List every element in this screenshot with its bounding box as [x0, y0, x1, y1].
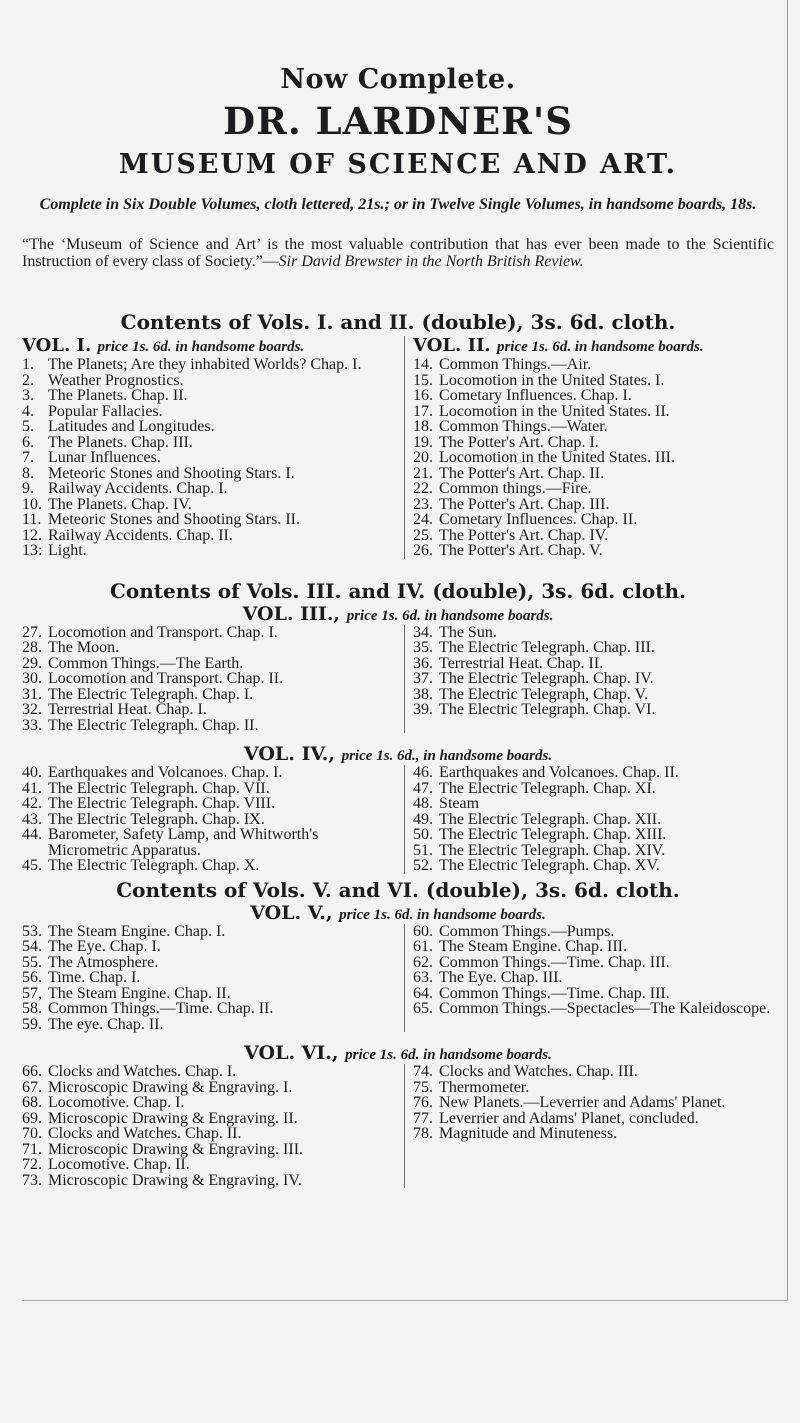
- entry-title: Cometary Influences. Chap. II.: [439, 511, 638, 528]
- contents-entry: [413, 1095, 774, 1111]
- contents-entry: [413, 781, 774, 797]
- entry-number: 69.: [22, 1109, 42, 1127]
- contents-entry: [413, 466, 774, 482]
- entry-number: 50.: [413, 826, 434, 843]
- entry-number: 72.: [22, 1156, 42, 1173]
- contents-entry: [413, 796, 774, 812]
- contents-entry: [413, 357, 774, 373]
- entry-number: 75.: [413, 1078, 434, 1096]
- entry-title: Common Things.—Air.: [439, 356, 592, 373]
- entry-number: 16.: [413, 387, 434, 404]
- entry-number: 36.: [413, 654, 434, 672]
- entry-title: Popular Fallacies.: [48, 402, 163, 420]
- entry-title: Locomotive. Chap. II.: [48, 1156, 190, 1173]
- entry-title: Common Things.—Spectacles—The Kaleidoscope.: [439, 1000, 771, 1017]
- quote-source: in the North British Review.: [405, 253, 584, 270]
- entry-number: 45.: [22, 857, 42, 874]
- entry-number: 33.: [22, 716, 42, 734]
- entry-title: Clocks and Watches. Chap. II.: [48, 1125, 242, 1142]
- entry-title: Cometary Influences. Chap. I.: [439, 387, 632, 404]
- entry-title: The Electric Telegraph. Chap. VIII.: [48, 795, 276, 812]
- vol-3-contents: [22, 625, 774, 734]
- entry-title: Meteoric Stones and Shooting Stars. I.: [48, 464, 295, 482]
- entry-title: The Potter's Art. Chap. II.: [439, 464, 605, 482]
- contents-entry: [413, 955, 774, 971]
- entry-title: Locomotion and Transport. Chap. I.: [48, 623, 278, 641]
- edition-note: Complete in Six Double Volumes, cloth lettered, 21s.; or in Twelve Single Volumes, in handsome boards, 18s.: [39, 196, 757, 213]
- entry-number: 71.: [22, 1140, 42, 1158]
- contents-entry: [413, 1064, 774, 1080]
- entry-number: 53.: [22, 922, 42, 940]
- entry-title: Earthquakes and Volcanoes. Chap. II.: [439, 764, 679, 781]
- entry-title: Clocks and Watches. Chap. III.: [439, 1063, 638, 1080]
- entry-number: 60.: [413, 922, 434, 940]
- contents-entry: [413, 702, 774, 718]
- entry-title: The Planets; Are they inhabited Worlds? Chap. I.: [48, 356, 362, 373]
- entry-title: Locomotive. Chap. I.: [48, 1094, 185, 1111]
- entry-title: Railway Accidents. Chap. II.: [48, 526, 233, 544]
- contents-entry: [413, 1001, 774, 1017]
- contents-entry: [413, 419, 774, 435]
- entry-number: 14.: [413, 356, 434, 373]
- contents-entry: [413, 450, 774, 466]
- entry-title: Leverrier and Adams' Planet, concluded.: [439, 1109, 699, 1127]
- now-complete-heading: Now Complete.: [280, 64, 516, 95]
- contents-entry: [22, 373, 383, 389]
- entry-title: Common Things.—Time. Chap. II.: [48, 1000, 274, 1017]
- contents-entry: [413, 1080, 774, 1096]
- entry-title: Time. Chap. I.: [48, 969, 141, 986]
- page-bottom-border: [22, 1300, 788, 1301]
- vol-6-list-left: [22, 1064, 383, 1188]
- contents-entry: [413, 1126, 774, 1142]
- contents-entry: [413, 687, 774, 703]
- author-title: DR. LARDNER'S: [223, 99, 573, 143]
- contents-entry: [413, 497, 774, 513]
- entry-number: 55.: [22, 953, 42, 971]
- entry-title: Railway Accidents. Chap. I.: [48, 480, 228, 497]
- vol-5-heading: VOL. V., price 1s. 6d. in handsome boards.: [250, 901, 546, 924]
- entry-title: Common things.—Fire.: [439, 480, 592, 497]
- contents-entry: [22, 986, 383, 1002]
- contents-entry: [413, 765, 774, 781]
- advertisement-page: [22, 0, 774, 1188]
- entry-number: 77.: [413, 1109, 434, 1127]
- entry-number: 15.: [413, 371, 434, 389]
- entry-number: 64.: [413, 984, 434, 1002]
- entry-title: The Electric Telegraph. Chap. XIII.: [439, 826, 667, 843]
- contents-entry: [22, 1157, 383, 1173]
- contents-entry: [413, 388, 774, 404]
- contents-entry: [22, 970, 383, 986]
- entry-number: 32.: [22, 701, 42, 718]
- entry-number: 70.: [22, 1125, 42, 1142]
- entry-number: 39.: [413, 701, 434, 718]
- entry-title: The Steam Engine. Chap. II.: [48, 984, 231, 1002]
- entry-number: 29.: [22, 654, 42, 672]
- contents-entry: [22, 1017, 383, 1033]
- entry-number: 67.: [22, 1078, 42, 1096]
- contents-entry: [22, 656, 383, 672]
- entry-number: 1.: [22, 356, 34, 373]
- contents-entry: [22, 1080, 383, 1096]
- contents-entry: [22, 1064, 383, 1080]
- entry-number: 78.: [413, 1125, 434, 1142]
- contents-entry: [413, 986, 774, 1002]
- entry-title: Common Things.—The Earth.: [48, 654, 244, 672]
- contents-vols-3-4-heading: Contents of Vols. III. and IV. (double), 3s. 6d. cloth.: [109, 578, 687, 603]
- contents-entry: [22, 435, 383, 451]
- entry-number: 41.: [22, 779, 42, 797]
- contents-entry: [22, 528, 383, 544]
- entry-number: 61.: [413, 938, 434, 955]
- entry-title: Common Things.—Pumps.: [439, 922, 615, 940]
- entry-title: The Electric Telegraph. Chap. XI.: [439, 779, 656, 797]
- entry-title: Locomotion and Transport. Chap. II.: [48, 670, 284, 687]
- vol-5-list-right: [413, 924, 774, 1017]
- entry-number: 73.: [22, 1171, 42, 1189]
- entry-title: The eye. Chap. II.: [48, 1015, 164, 1033]
- entry-number: 7.: [22, 449, 34, 466]
- contents-entry: [413, 435, 774, 451]
- entry-number: 43.: [22, 810, 42, 828]
- entry-number: 51.: [413, 841, 434, 859]
- contents-entry: [22, 388, 383, 404]
- entry-title: The Planets. Chap. IV.: [48, 495, 192, 513]
- vol-4-contents: [22, 765, 774, 874]
- entry-number: 5.: [22, 418, 34, 435]
- vol-2-column: [404, 336, 774, 559]
- quote-author: Sir David Brewster: [278, 253, 402, 270]
- contents-entry: [22, 939, 383, 955]
- entry-number: 21.: [413, 464, 434, 482]
- entry-title: The Potter's Art. Chap. I.: [439, 433, 599, 451]
- contents-entry: [413, 843, 774, 859]
- contents-entry: [22, 1095, 383, 1111]
- contents-vols-5-6-heading: Contents of Vols. V. and VI. (double), 3s. 6d. cloth.: [116, 877, 680, 902]
- page-right-border: [787, 0, 788, 1300]
- contents-entry: [22, 450, 383, 466]
- entry-number: 62.: [413, 953, 434, 971]
- contents-entry: [22, 481, 383, 497]
- contents-entry: [22, 955, 383, 971]
- entry-number: 25.: [413, 526, 434, 544]
- entry-number: 34.: [413, 623, 434, 641]
- contents-entry: [22, 812, 383, 828]
- vol-6-list-right: [413, 1064, 774, 1142]
- entry-title: Microscopic Drawing & Engraving. I.: [48, 1078, 293, 1096]
- entry-number: 59.: [22, 1015, 42, 1033]
- entry-title: The Electric Telegraph. Chap. II.: [48, 716, 259, 734]
- entry-title: The Electric Telegraph. Chap. XIV.: [439, 841, 666, 859]
- entry-number: 6.: [22, 433, 34, 451]
- entry-number: 27.: [22, 623, 42, 641]
- contents-entry: [413, 512, 774, 528]
- contents-vols-1-2: [22, 336, 774, 559]
- vol-2-heading: VOL. II. price 1s. 6d. in handsome boards.: [413, 335, 704, 356]
- contents-entry: [22, 404, 383, 420]
- entry-title: The Eye. Chap. I.: [48, 938, 161, 955]
- entry-title: Common Things.—Time. Chap. III.: [439, 953, 670, 971]
- entry-number: 31.: [22, 685, 42, 703]
- entry-number: 26.: [413, 542, 434, 559]
- contents-entry: [413, 656, 774, 672]
- contents-entry: [413, 924, 774, 940]
- entry-number: 49.: [413, 810, 434, 828]
- contents-entry: [22, 466, 383, 482]
- entry-title: Terrestrial Heat. Chap. II.: [439, 654, 604, 672]
- vol-6-heading: VOL. VI., price 1s. 6d. in handsome boards.: [244, 1042, 552, 1064]
- entry-number: 18.: [413, 418, 434, 435]
- contents-entry: [22, 1001, 383, 1017]
- entry-title: The Moon.: [48, 639, 120, 656]
- contents-entry: [413, 1111, 774, 1127]
- entry-title: Locomotion in the United States. III.: [439, 449, 675, 466]
- entry-number: 74.: [413, 1063, 434, 1080]
- entry-number: 66.: [22, 1063, 42, 1080]
- entry-title: The Steam Engine. Chap. III.: [439, 938, 627, 955]
- entry-number: 63.: [413, 969, 434, 986]
- entry-number: 30.: [22, 670, 42, 687]
- entry-number: 52.: [413, 857, 434, 874]
- entry-title: The Planets. Chap. II.: [48, 387, 188, 404]
- contents-entry: [22, 512, 383, 528]
- entry-number: 35.: [413, 639, 434, 656]
- entry-number: 11.: [22, 511, 42, 528]
- contents-entry: [22, 827, 383, 858]
- entry-title: New Planets.—Leverrier and Adams' Planet.: [439, 1094, 726, 1111]
- entry-title: The Sun.: [439, 623, 497, 641]
- vol-4-list-right: [413, 765, 774, 874]
- contents-entry: [413, 939, 774, 955]
- contents-entry: [22, 687, 383, 703]
- contents-entry: [22, 1173, 383, 1189]
- entry-number: 47.: [413, 779, 434, 797]
- vol-5-contents: [22, 924, 774, 1033]
- entry-number: 44.: [22, 826, 42, 843]
- entry-number: 58.: [22, 1000, 42, 1017]
- entry-title: The Planets. Chap. III.: [48, 433, 193, 451]
- vol-3-list-left: [22, 625, 383, 734]
- entry-number: 22.: [413, 480, 434, 497]
- contents-entry: [413, 827, 774, 843]
- contents-entry: [22, 858, 383, 874]
- entry-title: The Electric Telegraph. Chap. VI.: [439, 701, 656, 718]
- entry-title: The Electric Telegraph. Chap. IV.: [439, 670, 654, 687]
- entry-number: 68.: [22, 1094, 42, 1111]
- entry-title: Thermometer.: [439, 1078, 530, 1096]
- entry-number: 42.: [22, 795, 42, 812]
- contents-entry: [413, 970, 774, 986]
- contents-entry: [22, 640, 383, 656]
- contents-entry: [413, 671, 774, 687]
- contents-entry: [22, 543, 383, 559]
- contents-entry: [22, 924, 383, 940]
- contents-entry: [413, 812, 774, 828]
- contents-entry: [413, 640, 774, 656]
- contents-entry: [22, 671, 383, 687]
- entry-number: 54.: [22, 938, 42, 955]
- entry-title: Locomotion in the United States. II.: [439, 402, 670, 420]
- entry-title: The Potter's Art. Chap. V.: [439, 542, 603, 559]
- entry-number: 46.: [413, 764, 434, 781]
- entry-title: The Electric Telegraph. Chap. XII.: [439, 810, 662, 828]
- contents-entry: [22, 718, 383, 734]
- contents-entry: [413, 373, 774, 389]
- vol-6-contents: [22, 1064, 774, 1188]
- entry-title: Microscopic Drawing & Engraving. III.: [48, 1140, 304, 1158]
- entry-number: 20.: [413, 449, 434, 466]
- vol-3-list-right: [413, 625, 774, 718]
- entry-number: 2.: [22, 371, 34, 389]
- quote-text: “The ‘Museum of Science and Art’ is the most valuable contribution that has ever been made to the Scientific Instruction of every class of Society.”—: [22, 236, 774, 270]
- entry-title: Latitudes and Longitudes.: [48, 418, 215, 435]
- entry-title: The Steam Engine. Chap. I.: [48, 922, 226, 940]
- contents-entry: [22, 625, 383, 641]
- contents-entry: [22, 781, 383, 797]
- entry-number: 38.: [413, 685, 434, 703]
- entry-number: 10.: [22, 495, 42, 513]
- vol-2-list: [413, 357, 774, 559]
- entry-title: Lunar Influences.: [48, 449, 161, 466]
- contents-entry: [413, 625, 774, 641]
- entry-title: Earthquakes and Volcanoes. Chap. I.: [48, 764, 283, 781]
- entry-title: The Electric Telegraph. Chap. III.: [439, 639, 655, 656]
- entry-title: Light.: [48, 542, 87, 559]
- entry-title: Meteoric Stones and Shooting Stars. II.: [48, 511, 300, 528]
- entry-number: 56.: [22, 969, 42, 986]
- contents-entry: [413, 528, 774, 544]
- contents-entry: [22, 419, 383, 435]
- entry-title: The Electric Telegraph. Chap. IX.: [48, 810, 265, 828]
- entry-number: 3.: [22, 387, 34, 404]
- entry-number: 37.: [413, 670, 434, 687]
- entry-title: Steam: [439, 795, 480, 812]
- entry-number: 13:: [22, 542, 43, 559]
- entry-title: Locomotion in the United States. I.: [439, 371, 665, 389]
- work-title: MUSEUM OF SCIENCE AND ART.: [118, 149, 678, 180]
- entry-title: The Electric Telegraph. Chap. XV.: [439, 857, 660, 874]
- vol-1-column: [22, 336, 383, 559]
- entry-number: 65.: [413, 1000, 434, 1017]
- vol-4-list-left: [22, 765, 383, 874]
- contents-entry: [22, 1142, 383, 1158]
- entry-number: 19.: [413, 433, 434, 451]
- vol-3-heading: VOL. III., price 1s. 6d. in handsome boards.: [242, 602, 554, 625]
- review-quote: [22, 236, 774, 270]
- entry-number: 4.: [22, 402, 34, 420]
- entry-title: The Electric Telegraph. Chap. X.: [48, 857, 260, 874]
- entry-title: Weather Prognostics.: [48, 371, 184, 389]
- contents-entry: [413, 404, 774, 420]
- contents-entry: [22, 702, 383, 718]
- entry-title: Common Things.—Water.: [439, 418, 608, 435]
- vol-4-heading: VOL. IV., price 1s. 6d., in handsome boards.: [243, 743, 553, 765]
- entry-number: 9.: [22, 480, 34, 497]
- entry-title: Common Things.—Time. Chap. III.: [439, 984, 670, 1002]
- vol-5-list-left: [22, 924, 383, 1033]
- entry-title: Microscopic Drawing & Engraving. II.: [48, 1109, 298, 1127]
- entry-title: The Electric Telegraph. Chap. VII.: [48, 779, 270, 797]
- contents-entry: [22, 796, 383, 812]
- contents-entry: [22, 357, 383, 373]
- entry-number: 24.: [413, 511, 434, 528]
- entry-number: 12.: [22, 526, 42, 544]
- contents-entry: [413, 543, 774, 559]
- entry-title: The Eye. Chap. III.: [439, 969, 563, 986]
- entry-number: 8.: [22, 464, 34, 482]
- entry-number: 17.: [413, 402, 434, 420]
- entry-title: The Potter's Art. Chap. III.: [439, 495, 610, 513]
- entry-title: Barometer, Safety Lamp, and Whitworth's Micrometric Apparatus.: [48, 826, 319, 859]
- entry-number: 48.: [413, 795, 434, 812]
- contents-entry: [413, 858, 774, 874]
- entry-number: 23.: [413, 495, 434, 513]
- entry-title: The Atmosphere.: [48, 953, 159, 971]
- contents-entry: [22, 1111, 383, 1127]
- entry-title: The Potter's Art. Chap. IV.: [439, 526, 609, 544]
- entry-number: 57,: [22, 984, 42, 1002]
- entry-number: 28.: [22, 639, 42, 656]
- contents-vols-1-2-heading: Contents of Vols. I. and II. (double), 3s. 6d. cloth.: [120, 310, 676, 334]
- entry-number: 40.: [22, 764, 42, 781]
- contents-entry: [22, 1126, 383, 1142]
- vol-1-list: [22, 357, 383, 559]
- contents-entry: [413, 481, 774, 497]
- entry-number: 76.: [413, 1094, 434, 1111]
- entry-title: Microscopic Drawing & Engraving. IV.: [48, 1171, 302, 1189]
- entry-title: Terrestrial Heat. Chap. I.: [48, 701, 207, 718]
- entry-title: Magnitude and Minuteness.: [439, 1125, 618, 1142]
- contents-entry: [22, 765, 383, 781]
- entry-title: Clocks and Watches. Chap. I.: [48, 1063, 237, 1080]
- entry-title: The Electric Telegraph. Chap. I.: [48, 685, 254, 703]
- entry-title: The Electric Telegraph, Chap. V.: [439, 685, 649, 703]
- vol-1-heading: VOL. I. price 1s. 6d. in handsome boards.: [22, 335, 305, 356]
- contents-entry: [22, 497, 383, 513]
